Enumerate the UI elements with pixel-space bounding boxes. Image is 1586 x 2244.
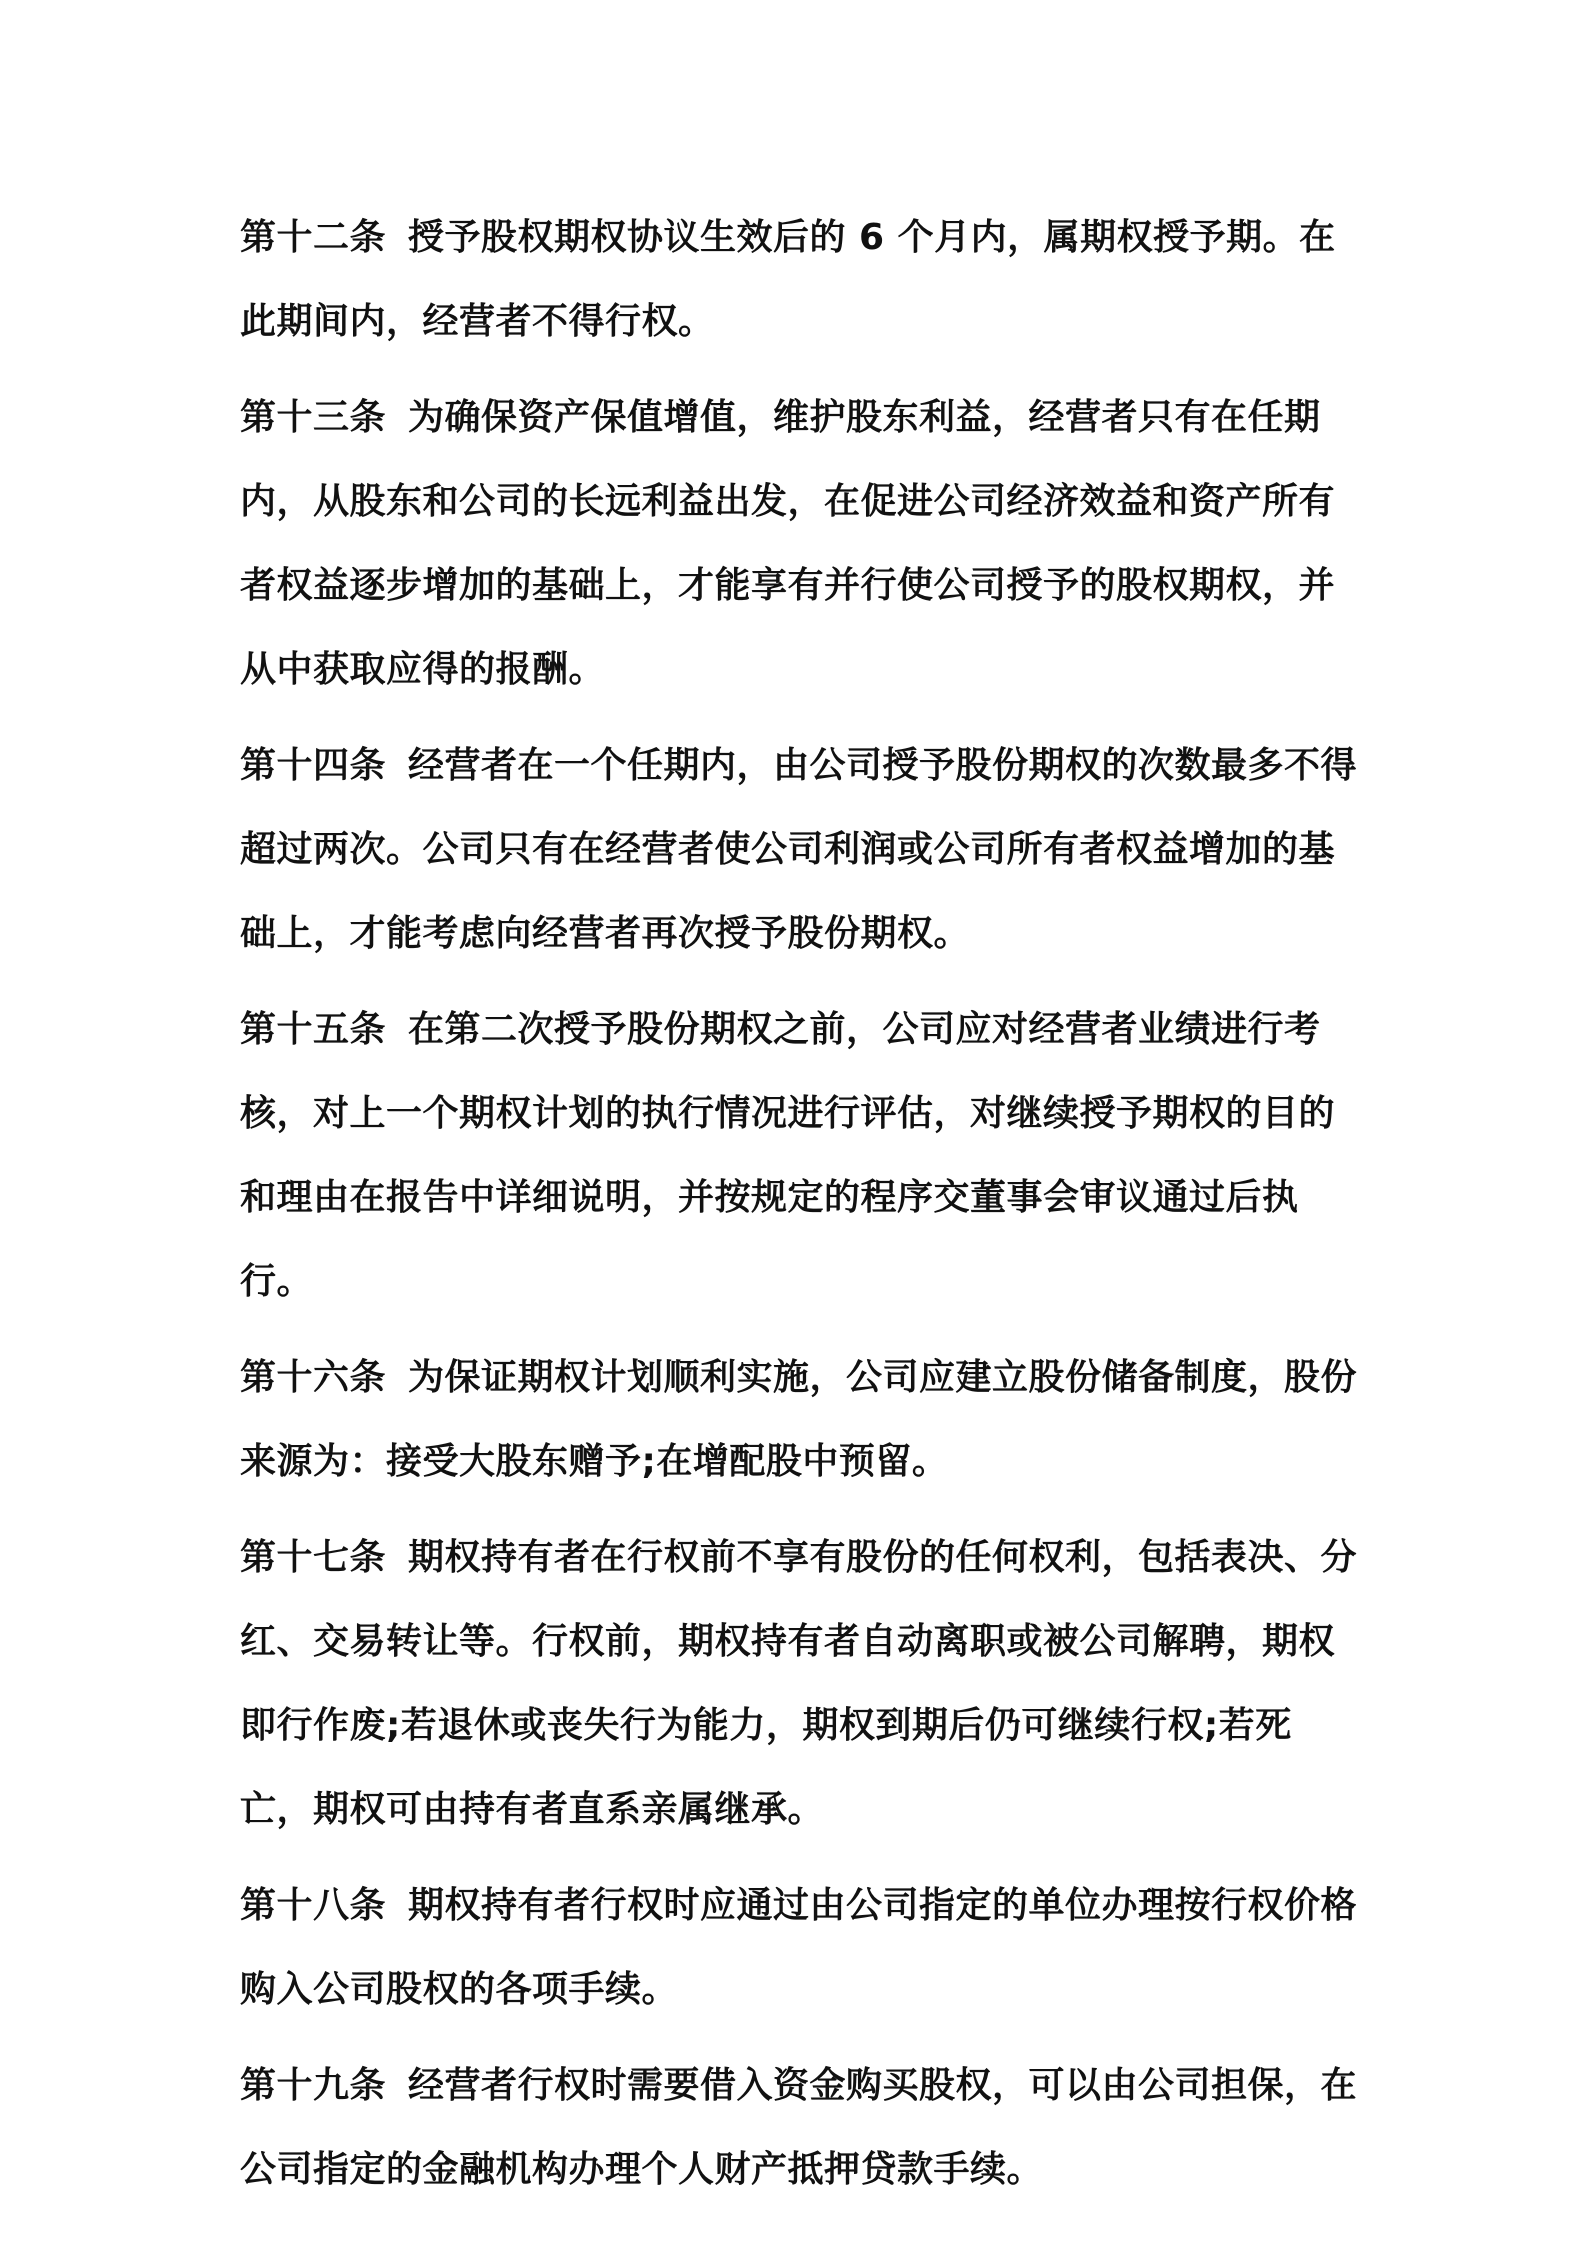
- article-heading: 第十三条: [240, 397, 387, 438]
- article-heading: 第十八条: [240, 1885, 387, 1926]
- article-18: [240, 1864, 1360, 2032]
- article-text: 为保证期权计划顺利实施，公司应建立股份储备制度，股份来源为：接受大股东赠予;在增配股中预留。: [240, 1357, 1358, 1482]
- article-text: 期权持有者行权时应通过由公司指定的单位办理按行权价格购入公司股权的各项手续。: [240, 1885, 1358, 2010]
- article-heading: 第十六条: [240, 1357, 387, 1398]
- article-14: [240, 724, 1360, 976]
- article-list: [240, 196, 1360, 2224]
- article-heading: 第十九条: [240, 2065, 387, 2106]
- article-17: [240, 1516, 1360, 1852]
- article-text: 授予股权期权协议生效后的 6 个月内，属期权授予期。在此期间内，经营者不得行权。: [240, 217, 1336, 342]
- article-text: 经营者在一个任期内，由公司授予股份期权的次数最多不得超过两次。公司只有在经营者使公司利润或公司所有者权益增加的基础上，才能考虑向经营者再次授予股份期权。: [240, 745, 1358, 954]
- article-heading: 第十二条: [240, 217, 387, 258]
- article-12: [240, 196, 1360, 364]
- article-text: 期权持有者在行权前不享有股份的任何权利，包括表决、分红、交易转让等。行权前，期权持有者自动离职或被公司解聘，期权即行作废;若退休或丧失行为能力，期权到期后仍可继续行权;若死亡，期权可由持有者直系亲属继承。: [240, 1537, 1358, 1830]
- article-text: 为确保资产保值增值，维护股东利益，经营者只有在任期内，从股东和公司的长远利益出发，在促进公司经济效益和资产所有者权益逐步增加的基础上，才能享有并行使公司授予的股权期权，并从中获取应得的报酬。: [240, 397, 1336, 690]
- article-15: [240, 988, 1360, 1324]
- article-19: [240, 2044, 1360, 2212]
- article-heading: 第十四条: [240, 745, 387, 786]
- article-heading: 第十五条: [240, 1009, 387, 1050]
- article-13: [240, 376, 1360, 712]
- article-16: [240, 1336, 1360, 1504]
- article-text: 在第二次授予股份期权之前，公司应对经营者业绩进行考核，对上一个期权计划的执行情况进行评估，对继续授予期权的目的和理由在报告中详细说明，并按规定的程序交董事会审议通过后执行。: [240, 1009, 1336, 1302]
- article-heading: 第十七条: [240, 1537, 387, 1578]
- article-text: 经营者行权时需要借入资金购买股权，可以由公司担保，在公司指定的金融机构办理个人财产抵押贷款手续。: [240, 2065, 1358, 2190]
